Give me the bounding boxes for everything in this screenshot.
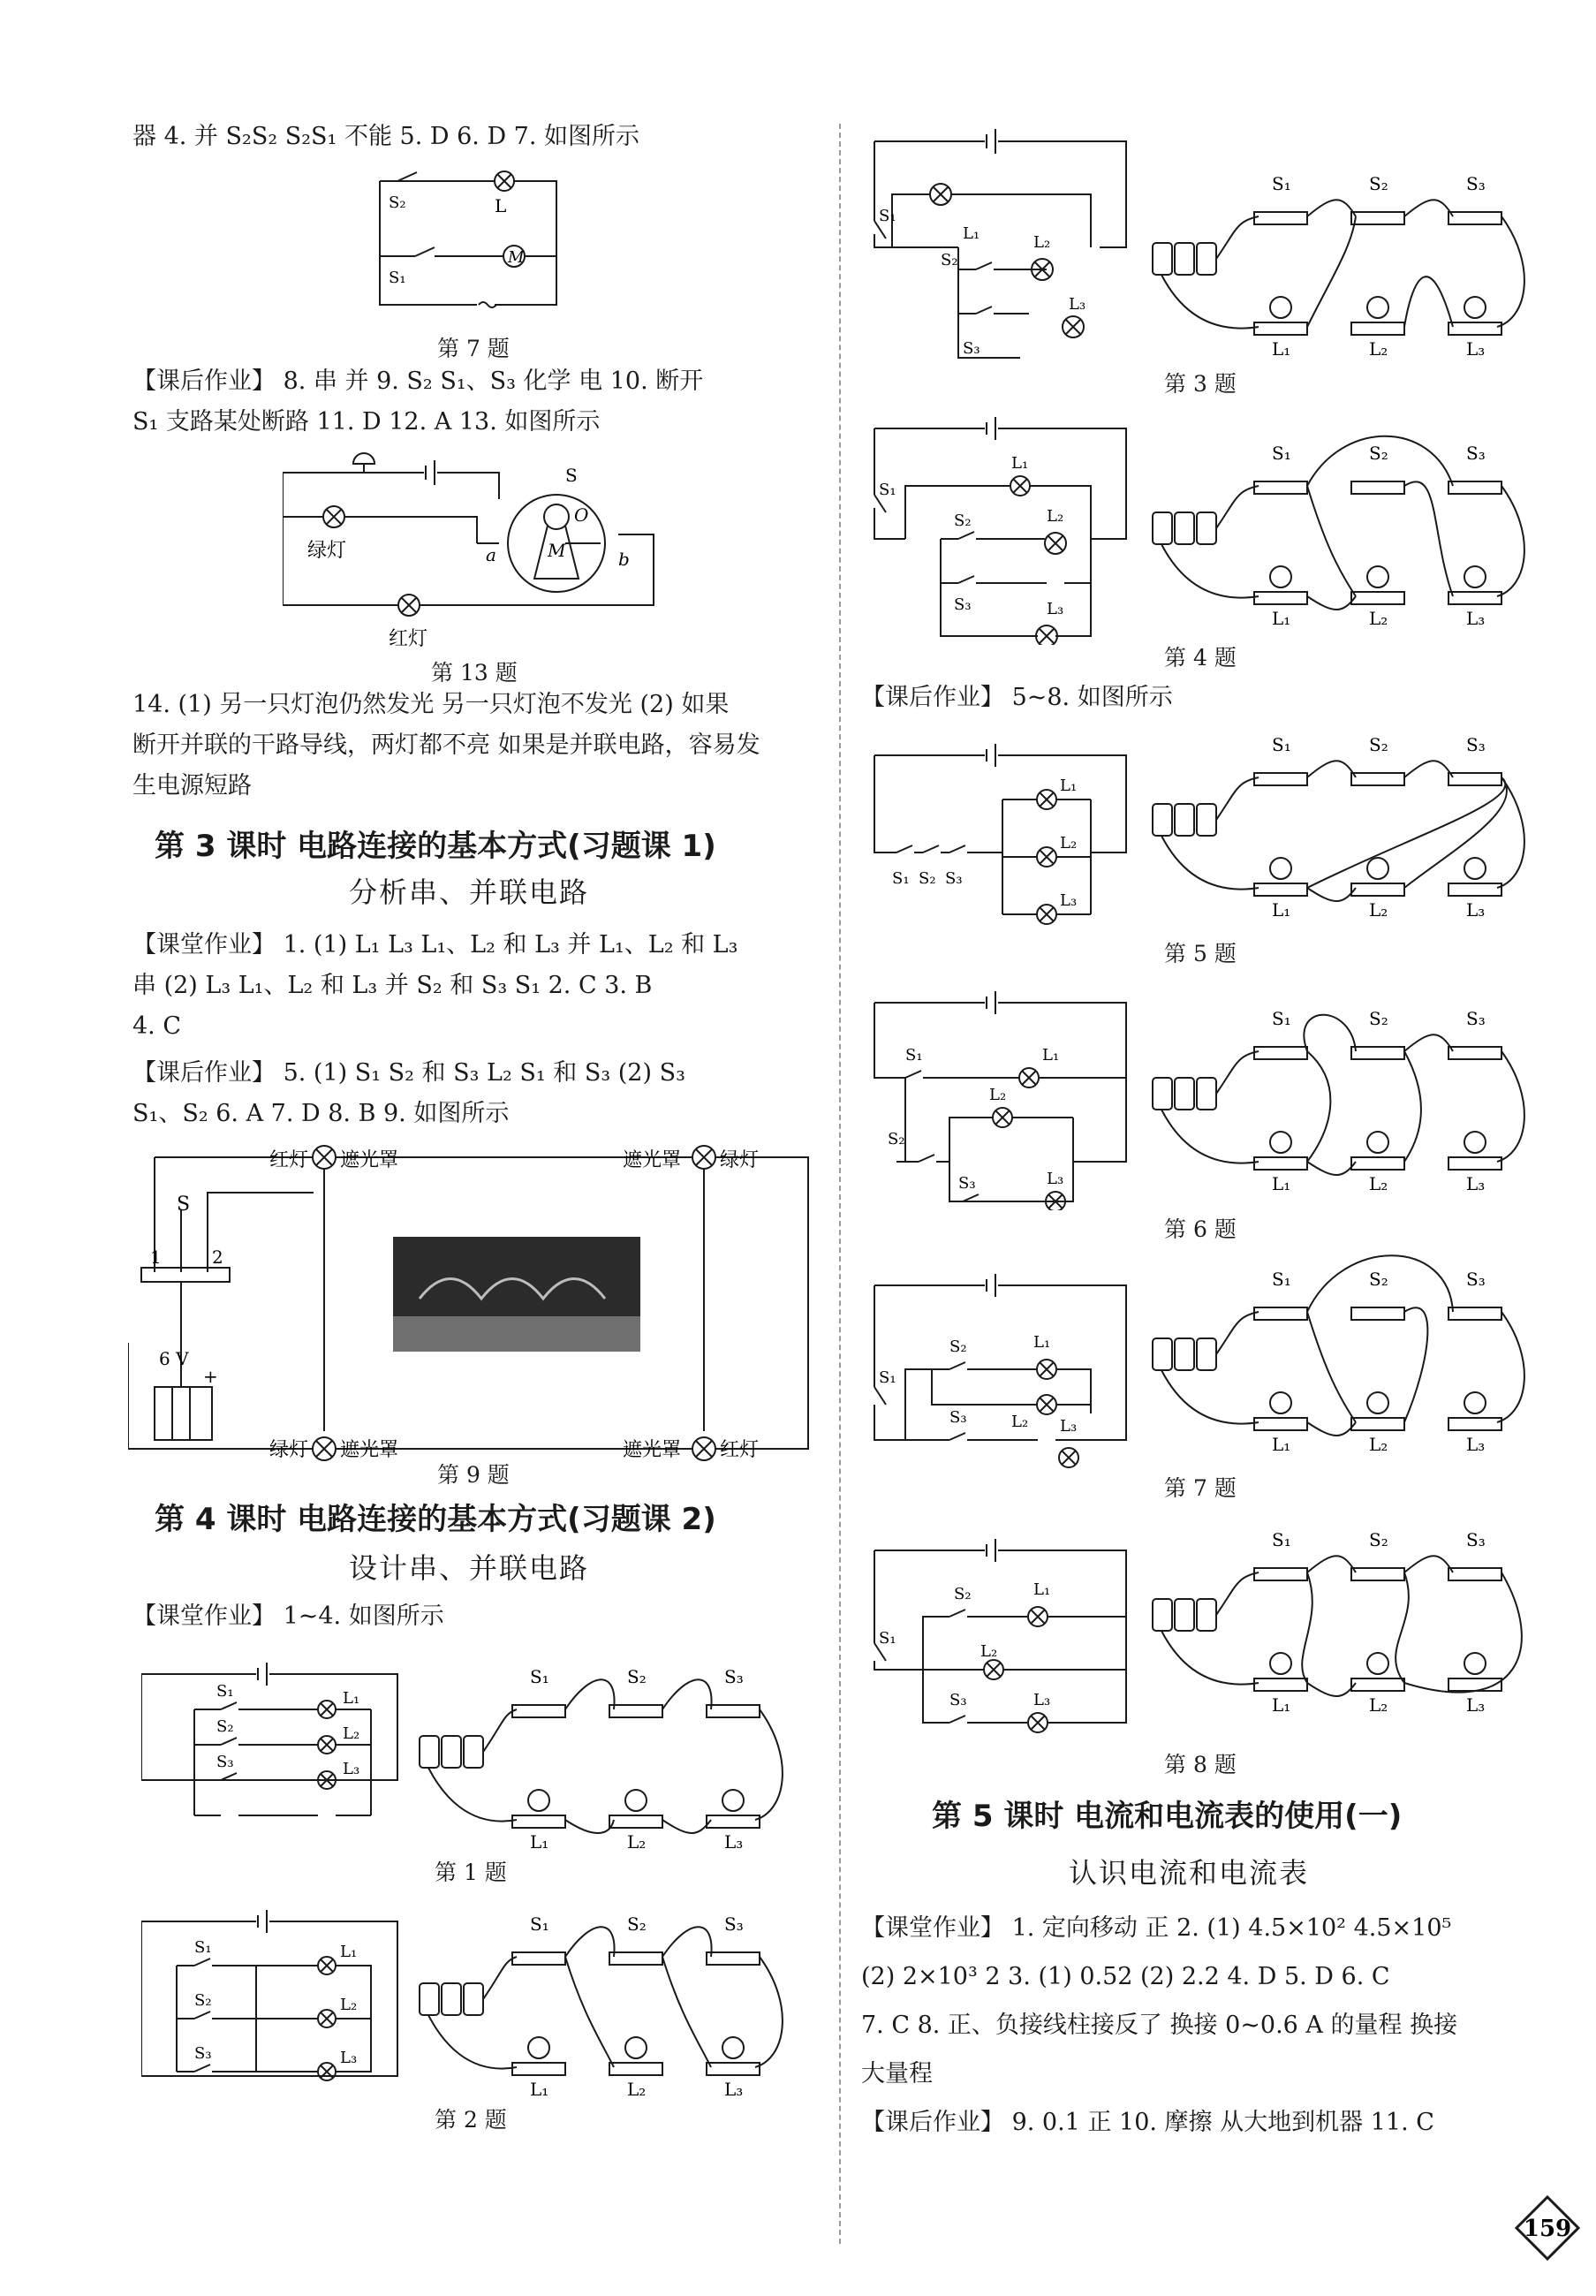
- svg-text:L₃: L₃: [724, 1831, 744, 1853]
- svg-text:红灯: 红灯: [389, 628, 428, 650]
- svg-text:S₁: S₁: [879, 481, 896, 499]
- svg-text:L₃: L₃: [1069, 295, 1086, 314]
- figure-13-circuit: [283, 446, 671, 663]
- figure-8-wiring: [1148, 1515, 1554, 1723]
- figure-8-circuit: [870, 1537, 1135, 1740]
- svg-text:L₃: L₃: [1466, 899, 1486, 921]
- svg-text:S₃: S₃: [1466, 443, 1486, 464]
- svg-text:L₂: L₂: [1060, 834, 1078, 852]
- figure-caption: 第 4 题: [1164, 645, 1237, 671]
- svg-text:S₁: S₁: [1272, 734, 1291, 755]
- svg-text:L₁: L₁: [343, 1689, 360, 1708]
- answer-line: 14. (1) 另一只灯泡仍然发光 另一只灯泡不发光 (2) 如果: [132, 691, 730, 718]
- svg-text:遮光罩: 遮光罩: [340, 1149, 399, 1171]
- svg-text:S₃: S₃: [949, 1691, 967, 1709]
- figure-7-circuit: [362, 163, 574, 322]
- figure-caption: 第 2 题: [435, 2107, 507, 2133]
- svg-text:M: M: [508, 248, 525, 267]
- figure-2-circuit: [141, 1908, 406, 2085]
- svg-text:S₃: S₃: [954, 595, 972, 614]
- svg-text:S₂: S₂: [194, 1991, 212, 2010]
- answer-line: 7. C 8. 正、负接线柱接反了 换接 0~0.6 A 的量程 换接: [861, 2012, 1458, 2039]
- svg-text:S₃: S₃: [216, 1753, 234, 1771]
- section-subtitle: 认识电流和电流表: [1069, 1856, 1310, 1890]
- svg-text:L₁: L₁: [1272, 1173, 1291, 1194]
- answer-line: 生电源短路: [132, 772, 252, 799]
- svg-text:S₃: S₃: [963, 339, 980, 358]
- svg-text:1: 1: [150, 1247, 162, 1268]
- svg-text:S₂: S₂: [888, 1130, 905, 1148]
- svg-text:L₁: L₁: [1033, 1580, 1051, 1599]
- svg-text:遮光罩: 遮光罩: [340, 1439, 399, 1461]
- svg-text:S₁: S₁: [879, 1368, 896, 1387]
- figure-4-circuit: [870, 415, 1135, 645]
- section-title: 第 5 课时 电流和电流表的使用(一): [932, 1799, 1403, 1834]
- svg-text:L₂: L₂: [1369, 1173, 1388, 1194]
- figure-7b-circuit: [870, 1272, 1135, 1475]
- svg-text:S₂: S₂: [1369, 173, 1388, 194]
- svg-text:S₂: S₂: [949, 1337, 967, 1356]
- figure-5-circuit: [870, 742, 1135, 945]
- svg-text:S₁: S₁: [1272, 1008, 1291, 1029]
- answer-line: 【课后作业】 5. (1) S₁ S₂ 和 S₃ L₂ S₁ 和 S₃ (2) S₃: [132, 1059, 685, 1087]
- svg-text:S₁: S₁: [879, 207, 896, 225]
- svg-text:L₁: L₁: [1272, 1694, 1291, 1716]
- svg-text:L₂: L₂: [1011, 1413, 1029, 1431]
- svg-text:L₃: L₃: [343, 1760, 360, 1778]
- svg-text:L₁: L₁: [530, 2079, 549, 2100]
- svg-text:L₂: L₂: [627, 2079, 647, 2100]
- svg-text:b: b: [618, 549, 630, 570]
- svg-text:L₃: L₃: [1466, 338, 1486, 360]
- svg-text:L₂: L₂: [1033, 233, 1051, 252]
- svg-text:S₂: S₂: [1369, 1008, 1388, 1029]
- svg-text:L₂: L₂: [627, 1831, 647, 1853]
- figure-caption: 第 7 题: [437, 336, 510, 361]
- answer-line: 【课堂作业】 1~4. 如图所示: [132, 1603, 444, 1630]
- figure-caption: 第 13 题: [431, 660, 518, 686]
- figure-2-wiring: [415, 1899, 813, 2103]
- svg-text:S₁: S₁: [1272, 173, 1291, 194]
- svg-text:L₂: L₂: [1369, 899, 1388, 921]
- figure-1-circuit: [141, 1661, 406, 1838]
- svg-text:L₂: L₂: [340, 1996, 358, 2014]
- svg-text:S₁: S₁: [879, 1629, 896, 1648]
- svg-text:L₃: L₃: [1047, 600, 1064, 618]
- svg-text:遮光罩: 遮光罩: [623, 1149, 682, 1171]
- svg-text:S: S: [565, 465, 578, 486]
- svg-text:L₃: L₃: [1466, 1694, 1486, 1716]
- section-subtitle: 设计串、并联电路: [349, 1551, 590, 1585]
- figure-caption: 第 1 题: [435, 1860, 507, 1885]
- svg-text:S₁: S₁: [905, 1046, 923, 1065]
- svg-text:L₂: L₂: [343, 1724, 360, 1743]
- svg-text:159: 159: [1523, 2216, 1572, 2242]
- svg-text:S₃: S₃: [1466, 1529, 1486, 1550]
- svg-text:6 V: 6 V: [159, 1348, 189, 1369]
- figure-3-wiring: [1148, 159, 1554, 362]
- section-subtitle: 分析串、并联电路: [349, 875, 590, 909]
- svg-text:L₁: L₁: [1060, 777, 1078, 795]
- answer-line: 【课堂作业】 1. (1) L₁ L₃ L₁、L₂ 和 L₃ 并 L₁、L₂ 和 L₃: [132, 931, 738, 959]
- svg-text:红灯: 红灯: [269, 1149, 309, 1171]
- svg-text:S₁: S₁: [216, 1682, 234, 1701]
- svg-text:L₂: L₂: [1369, 608, 1388, 629]
- svg-text:S₂: S₂: [627, 1913, 647, 1935]
- svg-text:S₁: S₁: [530, 1666, 549, 1687]
- figure-9-circuit: [128, 1140, 817, 1466]
- svg-text:L₁: L₁: [1042, 1046, 1060, 1065]
- svg-text:S₂: S₂: [1369, 1529, 1388, 1550]
- figure-caption: 第 5 题: [1164, 941, 1237, 966]
- svg-text:L₃: L₃: [1060, 891, 1078, 910]
- svg-text:遮光罩: 遮光罩: [623, 1439, 682, 1461]
- svg-text:L₁: L₁: [530, 1831, 549, 1853]
- svg-text:S₃: S₃: [1466, 1008, 1486, 1029]
- svg-text:L₂: L₂: [980, 1642, 998, 1661]
- answer-line: 串 (2) L₃ L₁、L₂ 和 L₃ 并 S₂ 和 S₃ S₁ 2. C 3. B: [132, 972, 653, 999]
- figure-3-circuit: [870, 124, 1135, 362]
- svg-text:绿灯: 绿灯: [720, 1149, 760, 1171]
- svg-text:L: L: [495, 195, 507, 216]
- svg-text:S₁: S₁: [194, 1938, 212, 1957]
- svg-text:M: M: [548, 540, 566, 561]
- svg-text:S₂: S₂: [954, 1585, 972, 1603]
- svg-text:L₃: L₃: [1033, 1691, 1051, 1709]
- figure-6-circuit: [870, 989, 1135, 1210]
- svg-text:S₂: S₂: [941, 251, 958, 269]
- svg-text:L₂: L₂: [1369, 1434, 1388, 1455]
- svg-text:S₂: S₂: [1369, 443, 1388, 464]
- svg-text:2: 2: [212, 1247, 223, 1268]
- svg-text:S₁: S₁: [1272, 1269, 1291, 1290]
- svg-text:S₂: S₂: [627, 1666, 647, 1687]
- svg-text:a: a: [486, 544, 496, 565]
- svg-text:L₁: L₁: [1272, 1434, 1291, 1455]
- answer-line: 【课后作业】 5~8. 如图所示: [861, 684, 1173, 711]
- answer-line: 断开并联的干路导线，两灯都不亮 如果是并联电路，容易发: [132, 731, 760, 759]
- section-title: 第 3 课时 电路连接的基本方式(习题课 1): [155, 829, 716, 864]
- svg-text:S₃: S₃: [1466, 734, 1486, 755]
- svg-text:S₃: S₃: [949, 1408, 967, 1427]
- figure-5-wiring: [1148, 720, 1554, 928]
- svg-text:L₁: L₁: [1272, 338, 1291, 360]
- svg-text:S₁: S₁: [389, 269, 406, 287]
- answer-line: S₁、S₂ 6. A 7. D 8. B 9. 如图所示: [132, 1100, 510, 1127]
- svg-text:L₂: L₂: [1369, 1694, 1388, 1716]
- svg-text:L₃: L₃: [724, 2079, 744, 2100]
- svg-text:S₂: S₂: [954, 511, 972, 530]
- svg-text:S₃: S₃: [724, 1666, 744, 1687]
- figure-caption: 第 3 题: [1164, 371, 1237, 397]
- svg-text:+: +: [203, 1366, 218, 1387]
- svg-text:L₂: L₂: [989, 1086, 1007, 1104]
- figure-7b-wiring: [1148, 1254, 1554, 1462]
- svg-text:L₂: L₂: [1369, 338, 1388, 360]
- page-number-badge: [1515, 2195, 1580, 2261]
- svg-text:L₃: L₃: [1466, 1434, 1486, 1455]
- figure-6-wiring: [1148, 994, 1554, 1201]
- svg-text:L₃: L₃: [1466, 1173, 1486, 1194]
- svg-text:L₁: L₁: [340, 1943, 358, 1961]
- svg-text:S₁: S₁: [530, 1913, 549, 1935]
- svg-text:S₃: S₃: [194, 2044, 212, 2063]
- svg-text:L₁: L₁: [1272, 608, 1291, 629]
- column-divider: [839, 124, 841, 2244]
- figure-caption: 第 9 题: [437, 1462, 510, 1488]
- svg-text:绿灯: 绿灯: [269, 1439, 309, 1461]
- svg-text:S₂: S₂: [216, 1717, 234, 1736]
- answer-line: (2) 2×10³ 2 3. (1) 0.52 (2) 2.2 4. D 5. D 6. C: [861, 1963, 1390, 1990]
- figure-4-wiring: [1148, 428, 1554, 636]
- svg-text:L₃: L₃: [340, 2049, 358, 2067]
- svg-text:S₂: S₂: [1369, 734, 1388, 755]
- svg-text:S₃: S₃: [724, 1913, 744, 1935]
- answer-line: 【课后作业】 8. 串 并 9. S₂ S₁、S₃ 化学 电 10. 断开: [132, 368, 704, 395]
- answer-line: 4. C: [132, 1012, 182, 1040]
- svg-text:L₃: L₃: [1466, 608, 1486, 629]
- svg-text:S₂: S₂: [389, 193, 406, 212]
- svg-text:L₁: L₁: [1272, 899, 1291, 921]
- figure-caption: 第 6 题: [1164, 1216, 1237, 1242]
- figure-caption: 第 8 题: [1164, 1752, 1237, 1777]
- svg-text:绿灯: 绿灯: [307, 540, 347, 562]
- answer-line: 【课后作业】 9. 0.1 正 10. 摩擦 从大地到机器 11. C: [861, 2109, 1434, 2136]
- svg-text:L₁: L₁: [1011, 454, 1029, 473]
- section-title: 第 4 课时 电路连接的基本方式(习题课 2): [155, 1502, 716, 1537]
- svg-text:红灯: 红灯: [720, 1439, 760, 1461]
- svg-text:S₁: S₁: [892, 869, 910, 888]
- answer-line: 器 4. 并 S₂S₂ S₂S₁ 不能 5. D 6. D 7. 如图所示: [132, 123, 640, 150]
- svg-text:S₃: S₃: [958, 1174, 976, 1193]
- svg-text:L₃: L₃: [1060, 1417, 1078, 1436]
- answer-line: 大量程: [861, 2060, 933, 2088]
- svg-text:S₁: S₁: [1272, 1529, 1291, 1550]
- svg-text:S₃: S₃: [945, 869, 963, 888]
- svg-text:L₁: L₁: [963, 224, 980, 243]
- figure-1-wiring: [415, 1652, 813, 1855]
- answer-line: S₁ 支路某处断路 11. D 12. A 13. 如图所示: [132, 408, 601, 436]
- svg-text:S₂: S₂: [919, 869, 936, 888]
- svg-text:O: O: [574, 504, 589, 526]
- svg-text:L₁: L₁: [1033, 1333, 1051, 1352]
- svg-text:S: S: [177, 1193, 191, 1216]
- svg-text:S₃: S₃: [1466, 173, 1486, 194]
- svg-text:S₁: S₁: [1272, 443, 1291, 464]
- answer-line: 【课堂作业】 1. 定向移动 正 2. (1) 4.5×10² 4.5×10⁵: [861, 1914, 1452, 1942]
- svg-text:S₃: S₃: [1466, 1269, 1486, 1290]
- svg-text:L₃: L₃: [1047, 1170, 1064, 1188]
- figure-caption: 第 7 题: [1164, 1475, 1237, 1501]
- svg-text:S₂: S₂: [1369, 1269, 1388, 1290]
- svg-text:L₂: L₂: [1047, 507, 1064, 526]
